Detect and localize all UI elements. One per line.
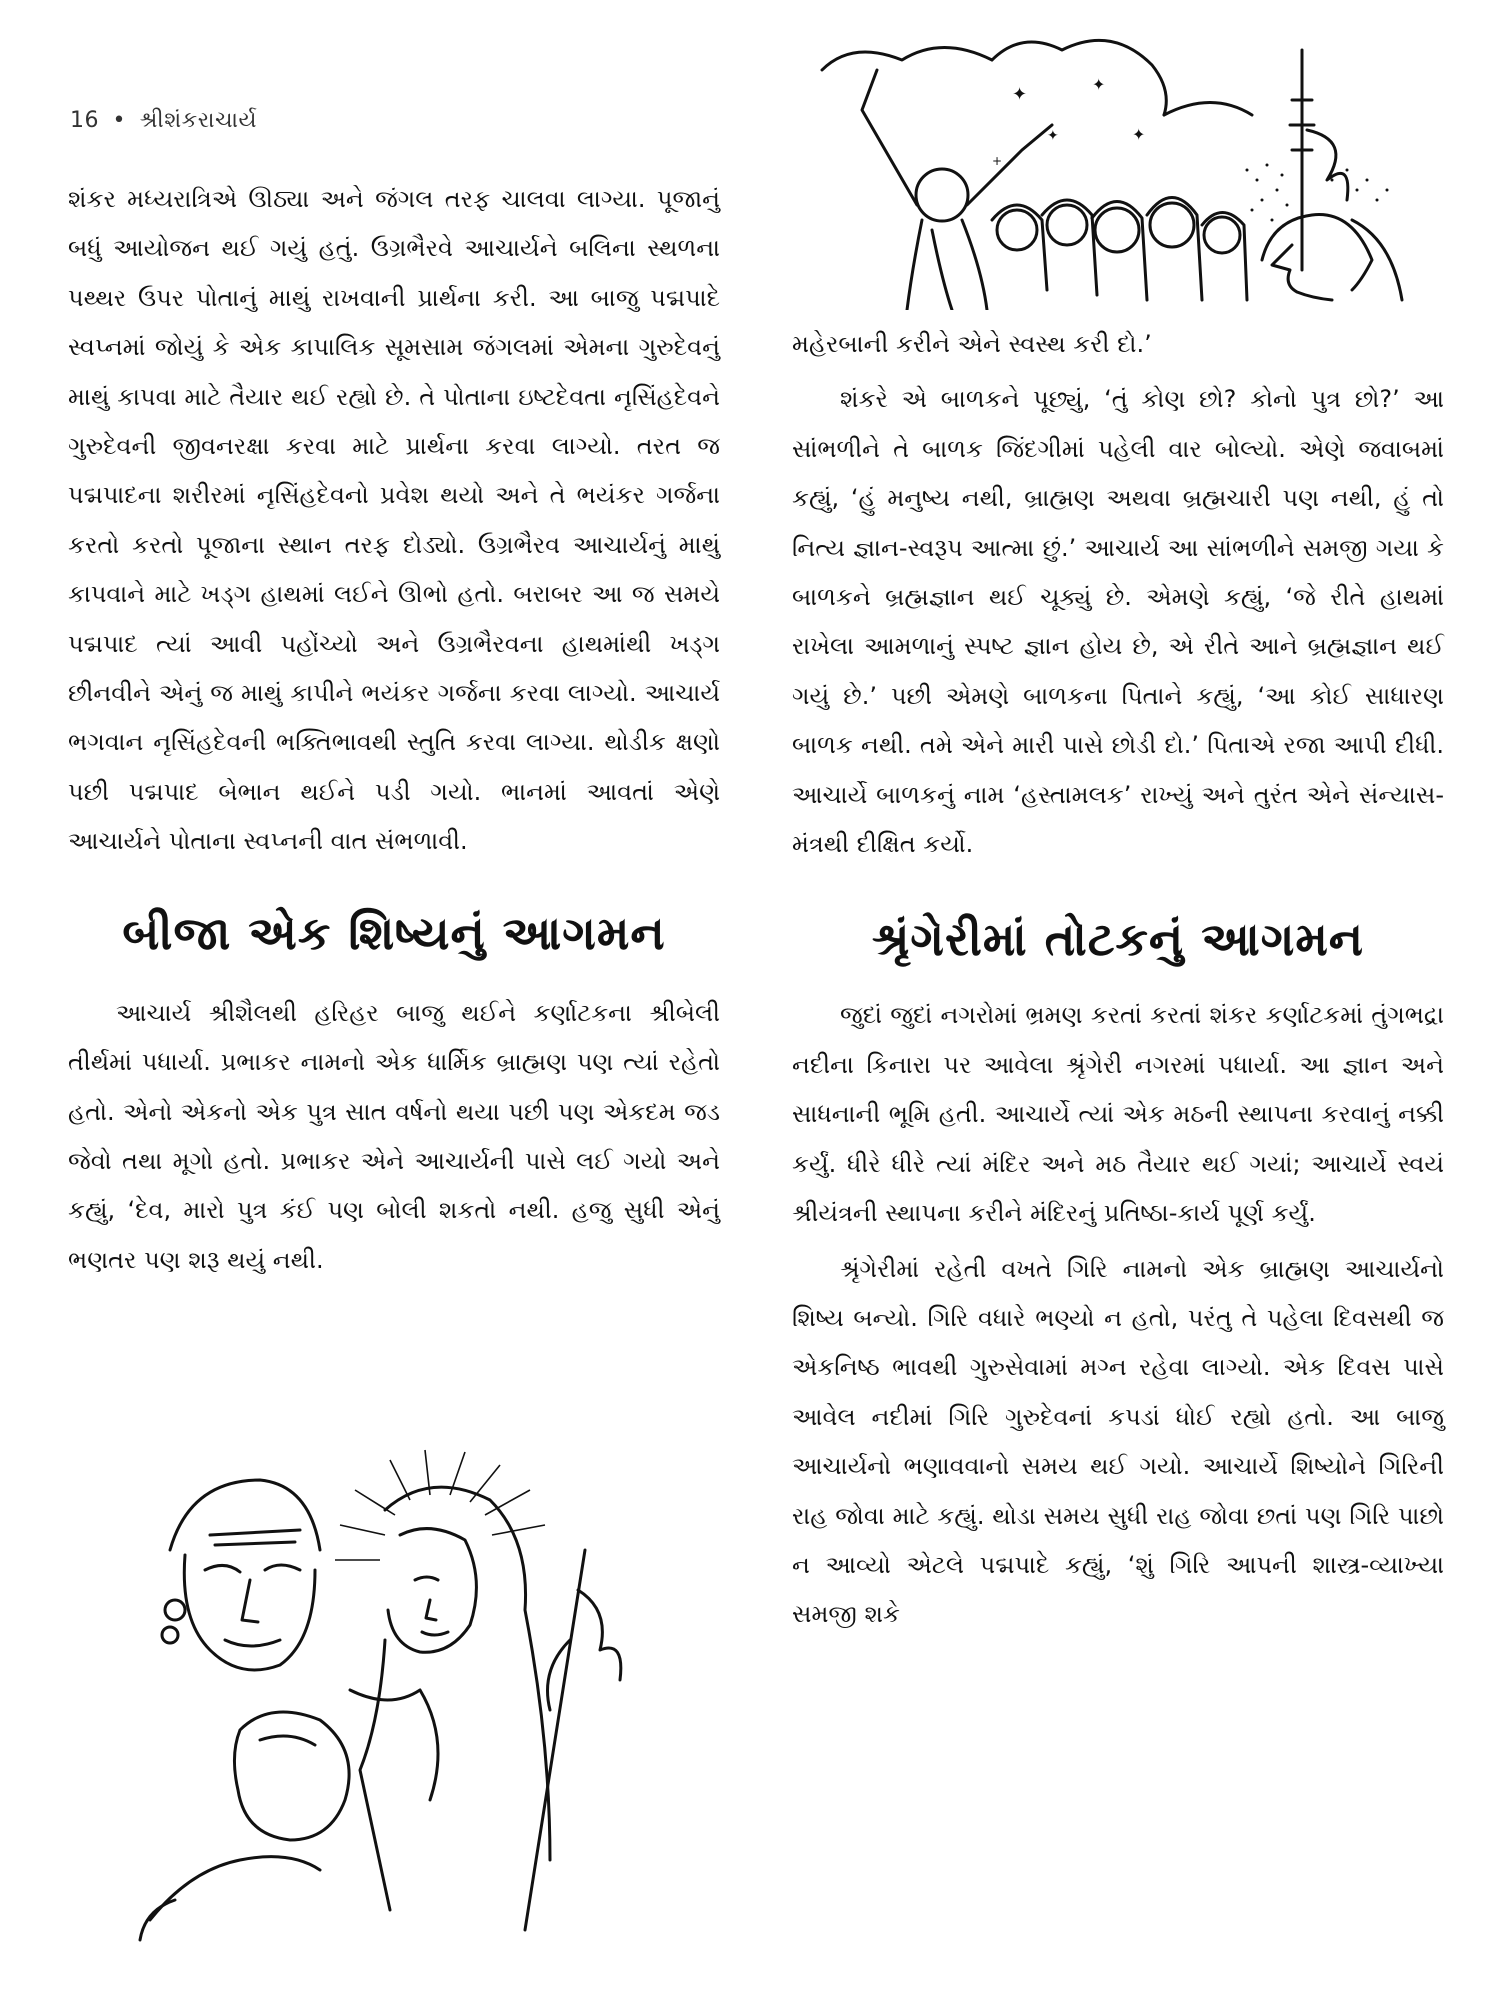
illustration-worship-scene-drawing: [792, 30, 1452, 310]
right-paragraph-3: જુદાં જુદાં નગરોમાં ભ્રમણ કરતાં કરતાં શંકર કર્ણાટકમાં તુંગભદ્રા નદીના કિનારા પર આવેલા શ્રૃંગેરી નગરમાં પધાર્યા. આ જ્ઞાન અને સાધનાની ભૂમિ હતી. આચાર્યે ત્યાં એક મઠની સ્થાપના કરવાનું નક્કી કર્યું. ધીરે ધીરે ત્યાં મંદિર અને મઠ તૈયાર થઈ ગયાં; આચાર્યે સ્વયં શ્રીયંત્રની સ્થાપના કરીને મંદિરનું પ્રતિષ્ઠા-કાર્ય પૂર્ણ કર્યું.: [792, 1001, 1444, 1228]
svg-text:✦: ✦: [1047, 128, 1059, 144]
book-title: શ્રીશંકરાચાર્ય: [139, 108, 257, 133]
right-column: [792, 320, 1444, 1640]
right-paragraph-1: મહેરબાની કરીને એને સ્વસ્થ કરી દો.’: [792, 330, 1152, 358]
section-heading-totaka-arrival: શ્રૃંગેરીમાં તોટકનું આગમન: [871, 912, 1365, 967]
right-paragraph-2: શંકરે એ બાળકને પૂછ્યું, ‘તું કોણ છો? કોનો પુત્ર છો?’ આ સાંભળીને તે બાળક જિંદગીમાં પહેલી વાર બોલ્યો. એણે જવાબમાં કહ્યું, ‘હું મનુષ્ય નથી, બ્રાહ્મણ અથવા બ્રહ્મચારી પણ નથી, હું તો નિત્ય જ્ઞાન-સ્વરૂપ આત્મા છું.’ આચાર્ય આ સાંભળીને સમજી ગયા કે બાળકને બ્રહ્મજ્ઞાન થઈ ચૂક્યું છે. એમણે કહ્યું, ‘જે રીતે હાથમાં રાખેલા આમળાનું સ્પષ્ટ જ્ઞાન હોય છે, એ રીતે આને બ્રહ્મજ્ઞાન થઈ ગયું છે.’ પછી એમણે બાળકના પિતાને કહ્યું, ‘આ કોઈ સાધારણ બાળક નથી. તમે એને મારી પાસે છોડી દો.’ પિતાએ રજા આપી દીધી. આચાર્યે બાળકનું નામ ‘હસ્તામલક’ રાખ્યું અને તુરંત એને સંન્યાસ-મંત્રથી દીક્ષિત કર્યો.: [792, 385, 1444, 859]
left-paragraph-2: આચાર્ય શ્રીશૈલથી હરિહર બાજુ થઈને કર્ણાટકના શ્રીબેલી તીર્થમાં પધાર્યા. પ્રભાકર નામનો એક ધાર્મિક બ્રાહ્મણ પણ ત્યાં રહેતો હતો. એનો એકનો એક પુત્ર સાત વર્ષનો થયા પછી પણ એકદમ જડ જેવો તથા મૂગો હતો. પ્રભાકર એને આચાર્યની પાસે લઈ ગયો અને કહ્યું, ‘દેવ, મારો પુત્ર કંઈ પણ બોલી શકતો નથી. હજુ સુધી એનું ભણતર પણ શરૂ થયું નથી.: [68, 998, 720, 1274]
svg-text:+: +: [992, 154, 1003, 168]
illustration-father-child-scene-drawing: [130, 1440, 690, 1960]
svg-text:✦: ✦: [1012, 84, 1028, 105]
section-heading-second-disciple: બીજા એક શિષ્યનું આગમન: [122, 905, 666, 960]
illustration-worship-scene: [792, 30, 1452, 310]
running-header: [70, 108, 257, 133]
svg-text:✦: ✦: [1132, 125, 1146, 144]
left-column: [68, 175, 720, 1285]
illustration-father-child-scene: [130, 1440, 690, 1960]
right-paragraph-4: શ્રૃંગેરીમાં રહેતી વખતે ગિરિ નામનો એક બ્રાહ્મણ આચાર્યનો શિષ્ય બન્યો. ગિરિ વધારે ભણ્યો ન હતો, પરંતુ તે પહેલા દિવસથી જ એકનિષ્ઠ ભાવથી ગુરુસેવામાં મગ્ન રહેવા લાગ્યો. એક દિવસ પાસે આવેલ નદીમાં ગિરિ ગુરુદેવનાં કપડાં ધોઈ રહ્યો હતો. આ બાજુ આચાર્યનો ભણાવવાનો સમય થઈ ગયો. આચાર્યે શિષ્યોને ગિરિની રાહ જોવા માટે કહ્યું. થોડા સમય સુધી રાહ જોવા છતાં પણ ગિરિ પાછો ન આવ્યો એટલે પદ્મપાદે કહ્યું, ‘શું ગિરિ આપની શાસ્ત્ર-વ્યાખ્યા સમજી શકે: [792, 1254, 1444, 1629]
left-paragraph-1: શંકર મધ્યરાત્રિએ ઊઠ્યા અને જંગલ તરફ ચાલવા લાગ્યા. પૂજાનું બધું આયોજન થઈ ગયું હતું. ઉગ્રભૈરવે આચાર્યને બલિના સ્થળના પથ્થર ઉપર પોતાનું માથું રાખવાની પ્રાર્થના કરી. આ બાજુ પદ્મપાદે સ્વપ્નમાં જોયું કે એક કાપાલિક સૂમસામ જંગલમાં એમના ગુરુદેવનું માથું કાપવા માટે તૈયાર થઈ રહ્યો છે. તે પોતાના ઇષ્ટદેવતા નૃસિંહદેવને ગુરુદેવની જીવનરક્ષા કરવા માટે પ્રાર્થના કરવા લાગ્યો. તરત જ પદ્મપાદના શરીરમાં નૃસિંહદેવનો પ્રવેશ થયો અને તે ભયંકર ગર્જના કરતો કરતો પૂજાના સ્થાન તરફ દોડ્યો. ઉગ્રભૈરવ આચાર્યનું માથું કાપવાને માટે ખડ્ગ હાથમાં લઈને ઊભો હતો. બરાબર આ જ સમયે પદ્મપાદ ત્યાં આવી પહોંચ્યો અને ઉગ્રભૈરવના હાથમાંથી ખડ્ગ છીનવીને એનું જ માથું કાપીને ભયંકર ગર્જના કરવા લાગ્યો. આચાર્ય ભગવાન નૃસિંહદેવની ભક્તિભાવથી સ્તુતિ કરવા લાગ્યા. થોડીક ક્ષણો પછી પદ્મપાદ બેભાન થઈને પડી ગયો. ભાનમાં આવતાં એણે આચાર્યને પોતાના સ્વપ્નની વાત સંભળાવી.: [68, 185, 720, 856]
header-separator: •: [112, 108, 126, 133]
svg-text:✦: ✦: [1092, 75, 1106, 94]
page-number: 16: [70, 108, 99, 133]
